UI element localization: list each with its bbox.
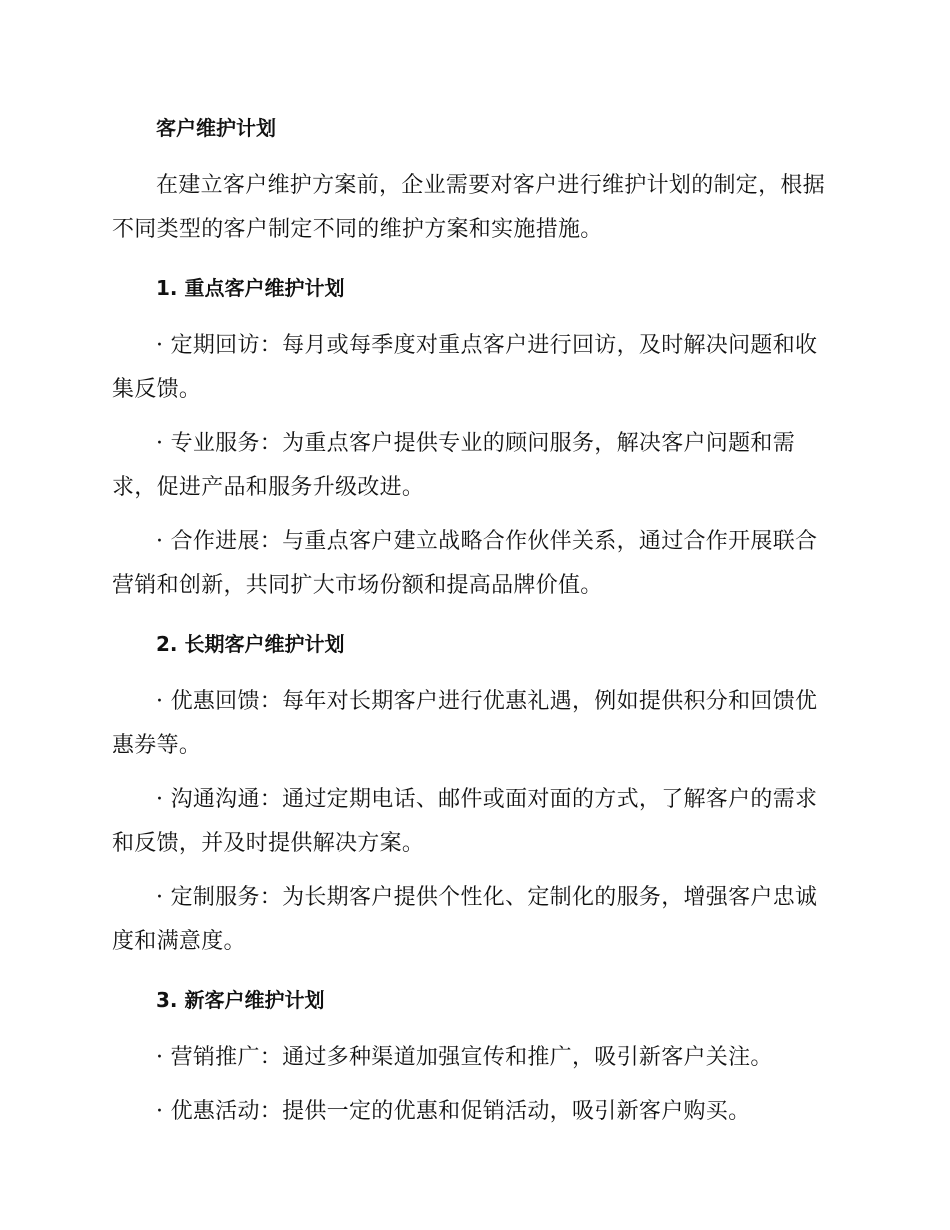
list-item: · 营销推广：通过多种渠道加强宣传和推广，吸引新客户关注。 <box>156 1045 773 1070</box>
list-item: · 合作进展：与重点客户建立战略合作伙伴关系，通过合作开展联合营销和创新，共同扩大市场份额和提高品牌价值。 <box>112 529 818 598</box>
document-body <box>112 112 836 1134</box>
list-item: · 优惠回馈：每年对长期客户进行优惠礼遇，例如提供积分和回馈优惠券等。 <box>112 689 818 758</box>
intro-paragraph: 在建立客户维护方案前，企业需要对客户进行维护计划的制定，根据不同类型的客户制定不同的维护方案和实施措施。 <box>112 173 826 242</box>
document-title: 客户维护计划 <box>156 116 276 140</box>
section-heading-key-clients: 1. 重点客户维护计划 <box>156 276 345 300</box>
list-item: · 定期回访：每月或每季度对重点客户进行回访，及时解决问题和收集反馈。 <box>112 333 818 402</box>
section-heading-new-clients: 3. 新客户维护计划 <box>156 988 325 1012</box>
list-item: · 定制服务：为长期客户提供个性化、定制化的服务，增强客户忠诚度和满意度。 <box>112 885 818 954</box>
section-heading-long-term-clients: 2. 长期客户维护计划 <box>156 632 345 656</box>
list-item: · 专业服务：为重点客户提供专业的顾问服务，解决客户问题和需求，促进产品和服务升级改进。 <box>112 431 795 500</box>
list-item: · 沟通沟通：通过定期电话、邮件或面对面的方式，了解客户的需求和反馈，并及时提供解决方案。 <box>112 787 818 856</box>
list-item: · 优惠活动：提供一定的优惠和促销活动，吸引新客户购买。 <box>156 1099 751 1124</box>
